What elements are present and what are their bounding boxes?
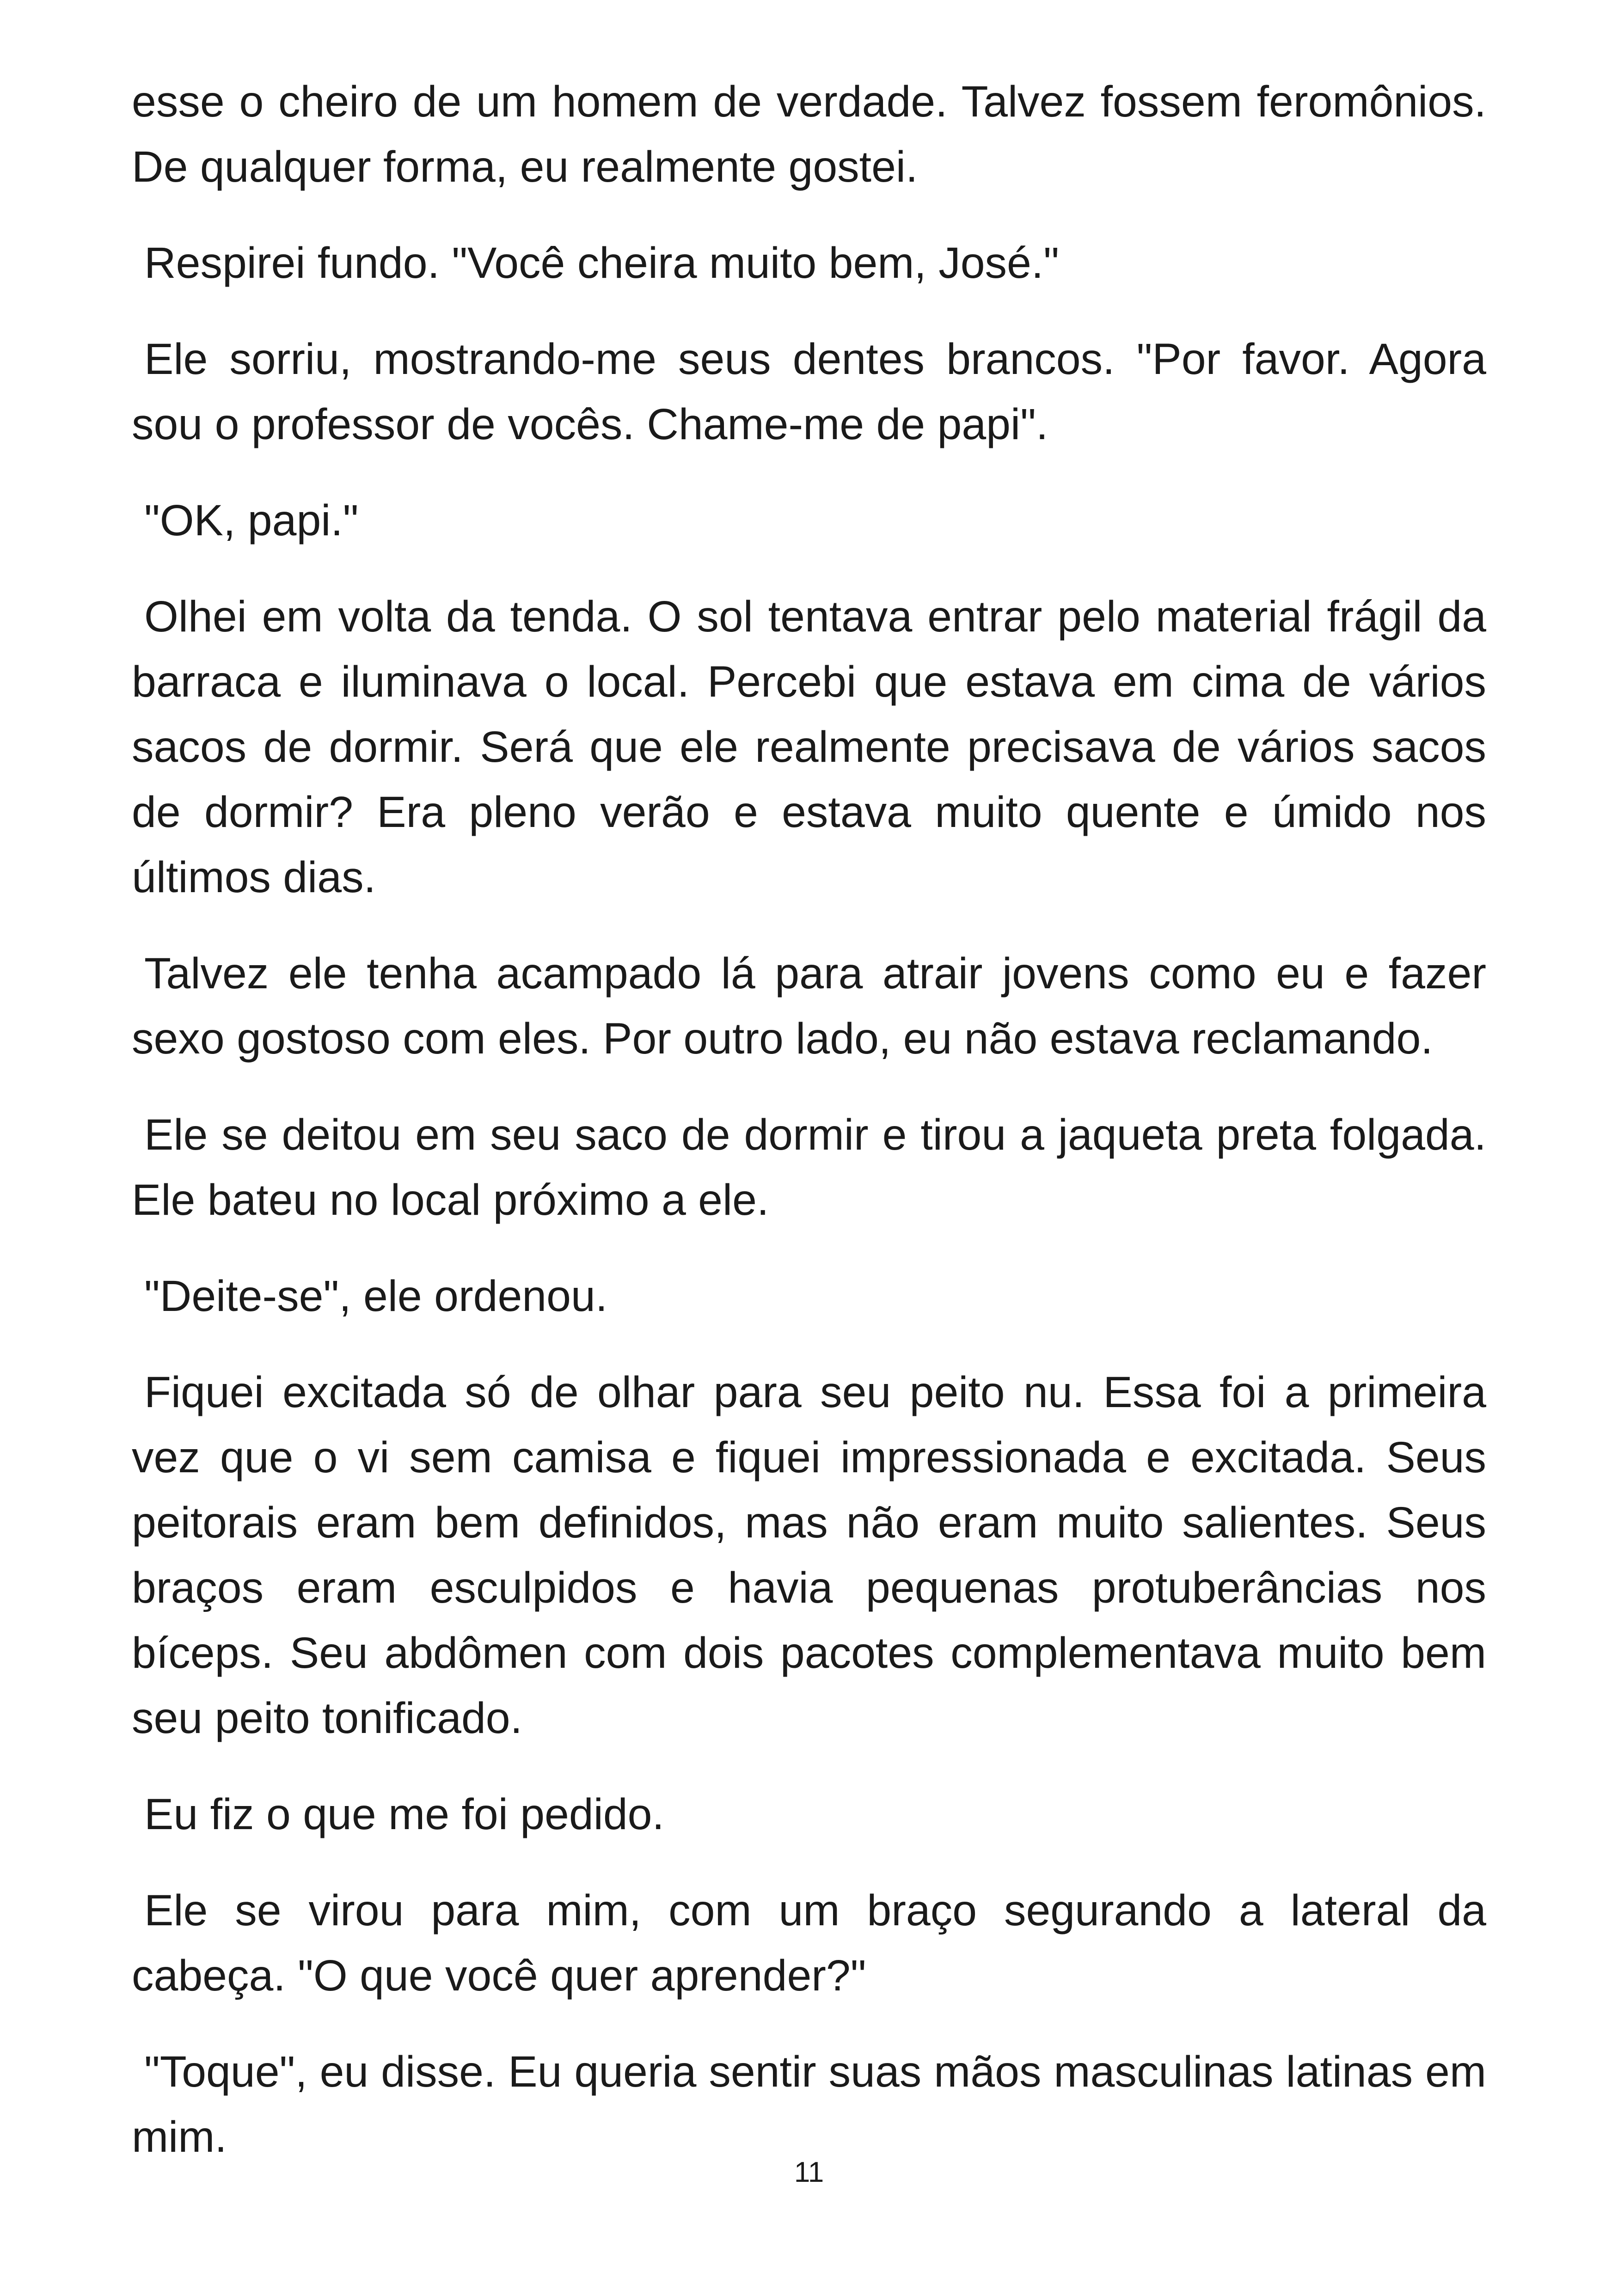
paragraph: esse o cheiro de um homem de verdade. Talvez fossem feromônios. De qualquer forma, eu realmente gostei. <box>132 77 1486 191</box>
paragraph: Ele sorriu, mostrando-me seus dentes brancos. "Por favor. Agora sou o professor de vocês. Chame-me de papi". <box>132 335 1486 449</box>
paragraph: Eu fiz o que me foi pedido. <box>144 1790 664 1839</box>
paragraph: Fiquei excitada só de olhar para seu peito nu. Essa foi a primeira vez que o vi sem camisa e fiquei impressionada e excitada. Seus peitorais eram bem definidos, mas não eram muito salientes. Seus braços eram esculpidos e havia pequenas protuberâncias nos bíceps. Seu abdômen com dois pacotes complementava muito bem seu peito tonificado. <box>132 1368 1486 1743</box>
paragraph: Olhei em volta da tenda. O sol tentava entrar pelo material frágil da barraca e iluminava o local. Percebi que estava em cima de vários sacos de dormir. Será que ele realmente precisava de vários sacos de dormir? Era pleno verão e estava muito quente e úmido nos últimos dias. <box>132 592 1486 902</box>
paragraph: "Deite-se", ele ordenou. <box>144 1272 608 1321</box>
paragraph: Ele se virou para mim, com um braço segurando a lateral da cabeça. "O que você quer aprender?" <box>132 1886 1486 2000</box>
paragraph: "OK, papi." <box>144 496 359 545</box>
paragraph: "Toque", eu disse. Eu queria sentir suas mãos masculinas latinas em mim. <box>132 2047 1486 2161</box>
paragraph: Talvez ele tenha acampado lá para atrair jovens como eu e fazer sexo gostoso com eles. Por outro lado, eu não estava reclamando. <box>132 949 1486 1063</box>
paragraph: Respirei fundo. "Você cheira muito bem, José." <box>144 239 1059 288</box>
paragraph: Ele se deitou em seu saco de dormir e tirou a jaqueta preta folgada. Ele bateu no local próximo a ele. <box>132 1110 1486 1225</box>
page-number: 11 <box>794 2156 824 2188</box>
page-body <box>132 69 1486 2201</box>
